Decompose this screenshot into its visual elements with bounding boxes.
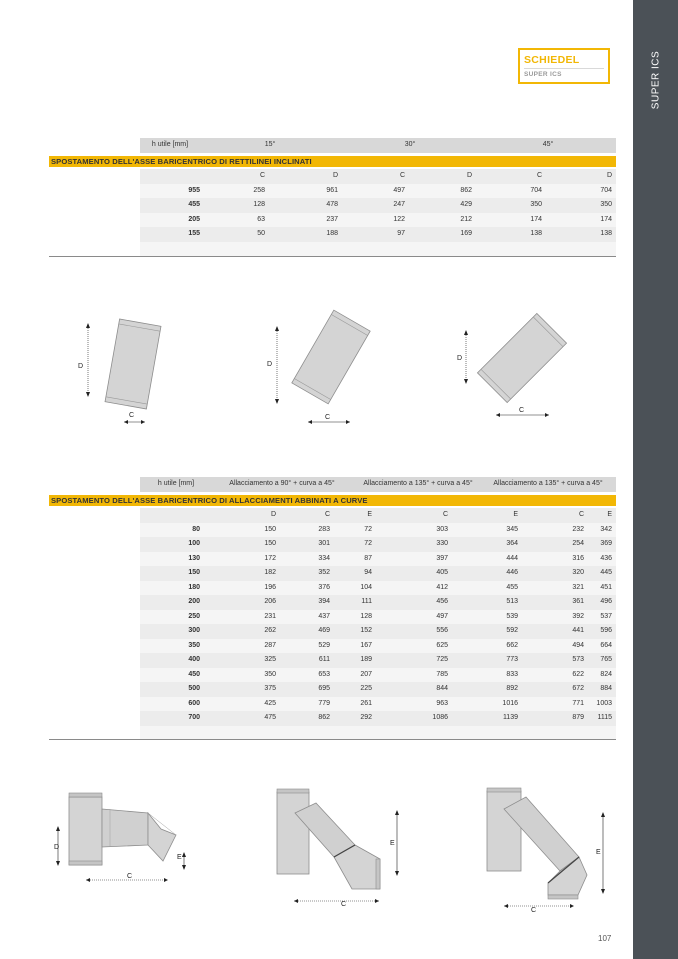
table-cell: 892: [506, 685, 518, 692]
table-cell: 497: [393, 186, 405, 194]
logo-subtitle: SUPER ICS: [524, 71, 562, 78]
table-cell: 622: [572, 670, 584, 678]
table2-col-3: C: [442, 511, 448, 518]
table1-col-headers: [140, 169, 616, 184]
row-key-h-utile: 130: [188, 554, 200, 562]
table-cell: 653: [318, 670, 330, 678]
row-key-h-utile: 350: [188, 641, 200, 649]
table1-header: [140, 138, 616, 153]
table-cell: 475: [264, 714, 276, 721]
table-cell: 150: [264, 525, 276, 533]
table-cell: 364: [506, 540, 518, 547]
table-cell: 469: [318, 627, 330, 634]
row-key-h-utile: 400: [188, 656, 200, 663]
table-cell: 247: [393, 201, 405, 208]
table-cell: 292: [360, 714, 372, 721]
table-cell: 361: [572, 598, 584, 605]
table-row: [140, 610, 616, 625]
table2-header: [140, 477, 616, 492]
table-row: [140, 639, 616, 654]
table2-header-label: h utile [mm]: [157, 480, 195, 487]
table-cell: 174: [530, 215, 542, 223]
table-cell: 771: [572, 699, 584, 707]
diagram3-d-label: D: [457, 355, 463, 362]
table-cell: 513: [506, 598, 518, 605]
page-number: 107: [598, 934, 612, 943]
table-cell: 436: [600, 554, 612, 562]
diagram-junction-135-bend-45-b: [482, 785, 622, 915]
row-key-h-utile: 180: [188, 583, 200, 591]
diagram6-c-label: C: [531, 907, 537, 914]
table-cell: 445: [600, 569, 612, 576]
table-cell: 87: [364, 554, 372, 562]
table2-bottom-rule: [49, 739, 616, 740]
table-cell: 537: [600, 612, 612, 620]
table1-group-15: 15°: [264, 141, 276, 148]
table-cell: 695: [318, 685, 330, 692]
table-cell: 446: [506, 569, 518, 576]
table1-col-2: C: [399, 172, 405, 179]
table1-col-3: D: [466, 172, 472, 179]
table1-group-45: 45°: [542, 141, 554, 148]
table-cell: 785: [436, 670, 448, 678]
table-cell: 664: [600, 641, 612, 649]
sidebar-title: SUPER ICS: [650, 50, 661, 110]
table-cell: 350: [530, 201, 542, 208]
table-cell: 844: [436, 685, 448, 692]
table-cell: 122: [393, 215, 405, 223]
table-cell: 321: [572, 583, 584, 591]
diagram1-c-label: C: [129, 412, 135, 419]
table-row: [140, 184, 616, 199]
table-cell: 1115: [597, 714, 612, 721]
table-junctions-with-bends: [49, 477, 616, 739]
table-row: [140, 523, 616, 538]
diagram3-c-label: C: [519, 407, 525, 414]
table-cell: 189: [360, 656, 372, 663]
table-cell: 394: [318, 598, 330, 605]
table-cell: 662: [506, 641, 518, 649]
table2-col-2: E: [367, 511, 372, 518]
table1-header-label: h utile [mm]: [151, 141, 189, 148]
table-inclined-pipes: [49, 138, 616, 256]
table-cell: 350: [600, 201, 612, 208]
table-cell: 150: [264, 540, 276, 547]
table-cell: 50: [257, 230, 265, 237]
table-cell: 320: [572, 569, 584, 576]
row-key-h-utile: 300: [188, 627, 200, 634]
table-cell: 301: [318, 540, 330, 547]
table2-group-90-45: Allacciamento a 90° + curva a 45°: [229, 480, 335, 487]
table-cell: 397: [436, 554, 448, 562]
table-cell: 425: [264, 699, 276, 707]
table-cell: 862: [318, 714, 330, 721]
table2-col-5: C: [578, 511, 584, 518]
table2-col-4: E: [513, 511, 518, 518]
table-cell: 334: [318, 554, 330, 562]
table-row: [140, 624, 616, 639]
table-cell: 261: [360, 699, 372, 707]
table-cell: 316: [572, 554, 584, 562]
row-key-h-utile: 450: [188, 670, 200, 678]
table-cell: 496: [600, 598, 612, 605]
table-cell: 287: [264, 641, 276, 649]
row-key-h-utile: 205: [188, 215, 200, 223]
table-cell: 611: [318, 656, 330, 663]
diagram-junction-90-bend-45: [48, 785, 218, 890]
table-cell: 350: [264, 670, 276, 678]
table-cell: 237: [326, 215, 338, 223]
table-cell: 412: [436, 583, 448, 591]
diagram1-d-label: D: [78, 363, 84, 370]
row-key-h-utile: 955: [188, 186, 200, 194]
table-cell: 97: [397, 230, 405, 237]
table-row: [140, 537, 616, 552]
diagram-inclined-30: [262, 305, 382, 430]
table-cell: 345: [506, 525, 518, 533]
table-cell: 72: [364, 525, 372, 533]
table-cell: 63: [257, 215, 265, 223]
table1-bottom-rule: [49, 256, 616, 257]
table-cell: 283: [318, 525, 330, 533]
table-cell: 879: [572, 714, 584, 721]
row-key-h-utile: 150: [188, 569, 200, 576]
table-cell: 455: [506, 583, 518, 591]
table1-col-4: C: [536, 172, 542, 179]
row-key-h-utile: 100: [188, 540, 200, 547]
table-cell: 672: [572, 685, 584, 692]
table-cell: 429: [460, 201, 472, 208]
table1-group-30: 30°: [404, 141, 416, 148]
table-cell: 573: [572, 656, 584, 663]
table2-col-6: E: [607, 511, 612, 518]
table-cell: 196: [264, 583, 276, 591]
row-key-h-utile: 700: [188, 714, 200, 721]
diagram-inclined-15: [70, 310, 180, 430]
table-cell: 456: [436, 598, 448, 605]
row-key-h-utile: 80: [192, 525, 200, 533]
table-row: [140, 653, 616, 668]
table-cell: 188: [326, 230, 338, 237]
table-row: [140, 581, 616, 596]
table-row: [140, 595, 616, 610]
table-cell: 405: [436, 569, 448, 576]
table-cell: 1003: [596, 699, 612, 707]
table-cell: 182: [264, 569, 276, 576]
table1-col-5: D: [606, 172, 612, 179]
schiedel-logo: [518, 48, 610, 84]
table-row: [140, 227, 616, 242]
table-cell: 128: [360, 612, 372, 620]
table2-col-1: C: [324, 511, 330, 518]
table-cell: 232: [572, 525, 584, 533]
diagram4-c-label: C: [127, 873, 133, 880]
table-cell: 167: [360, 641, 372, 649]
table-cell: 704: [530, 186, 542, 194]
table2-group-135-45-a: Allacciamento a 135° + curva a 45°: [363, 480, 473, 487]
table2-title: SPOSTAMENTO DELL'ASSE BARICENTRICO DI ALLACCIAMENTI ABBINATI A CURVE: [49, 495, 616, 506]
table-cell: 539: [506, 612, 518, 620]
table-cell: 207: [360, 670, 372, 678]
table-cell: 497: [436, 612, 448, 620]
table-cell: 94: [364, 569, 372, 576]
table-cell: 262: [264, 627, 276, 634]
table-row: [140, 668, 616, 683]
diagram5-e-label: E: [390, 840, 395, 847]
table1-col-0: C: [259, 172, 265, 179]
table-cell: 72: [364, 540, 372, 547]
table-cell: 596: [600, 627, 612, 634]
sidebar-title-wrapper: [633, 40, 678, 120]
table-cell: 444: [506, 554, 518, 562]
table-cell: 556: [436, 627, 448, 634]
table-cell: 325: [264, 656, 276, 663]
table-cell: 833: [506, 670, 518, 678]
table-cell: 1139: [502, 714, 518, 721]
logo-divider: [524, 68, 604, 69]
table-cell: 529: [318, 641, 330, 649]
table-row: [140, 566, 616, 581]
table-cell: 625: [436, 641, 448, 649]
diagram-junction-135-bend-45-a: [268, 785, 413, 910]
row-key-h-utile: 500: [188, 685, 200, 692]
diagram5-c-label: C: [341, 901, 347, 908]
table-cell: 104: [360, 583, 372, 591]
diagram2-c-label: C: [325, 414, 331, 421]
row-key-h-utile: 250: [188, 612, 200, 620]
table-cell: 330: [436, 540, 448, 547]
table-cell: 254: [572, 540, 584, 547]
table-cell: 1086: [432, 714, 448, 721]
table-cell: 225: [360, 685, 372, 692]
diagram4-d-label: D: [54, 844, 60, 851]
table-cell: 174: [600, 215, 612, 223]
table-cell: 212: [460, 215, 472, 223]
table-row: [140, 682, 616, 697]
table-cell: 765: [600, 656, 612, 663]
table-cell: 773: [506, 656, 518, 663]
table-cell: 779: [318, 699, 330, 707]
table-cell: 369: [600, 540, 612, 547]
table-cell: 725: [436, 656, 448, 663]
diagram-inclined-45: [452, 305, 582, 425]
table-cell: 441: [572, 627, 584, 634]
table-cell: 437: [318, 612, 330, 620]
table-cell: 138: [600, 230, 612, 237]
table-cell: 963: [436, 699, 448, 707]
table1-title: SPOSTAMENTO DELL'ASSE BARICENTRICO DI RETTILINEI INCLINATI: [49, 156, 616, 167]
table-cell: 152: [360, 627, 372, 634]
table2-col-headers: [140, 508, 616, 523]
table-cell: 704: [600, 186, 612, 194]
row-key-h-utile: 155: [188, 230, 200, 237]
table-cell: 258: [253, 186, 265, 194]
table-cell: 169: [460, 230, 472, 237]
table-cell: 303: [436, 525, 448, 533]
table-row: [140, 552, 616, 567]
diagram2-d-label: D: [267, 361, 273, 368]
table-cell: 352: [318, 569, 330, 576]
table-cell: 206: [264, 598, 276, 605]
table-cell: 128: [253, 201, 265, 208]
table1-col-1: D: [332, 172, 338, 179]
table-cell: 375: [264, 685, 276, 692]
table-cell: 111: [361, 598, 372, 605]
table-cell: 1016: [502, 699, 518, 707]
table-row-empty: [140, 242, 616, 257]
table2-col-0: D: [270, 511, 276, 518]
table-cell: 494: [572, 641, 584, 649]
table-cell: 884: [600, 685, 612, 692]
table-cell: 478: [326, 201, 338, 208]
table-cell: 824: [600, 670, 612, 678]
table-cell: 342: [600, 525, 612, 533]
row-key-h-utile: 200: [188, 598, 200, 605]
table-row: [140, 711, 616, 726]
table2-group-135-45-b: Allacciamento a 135° + curva a 45°: [493, 480, 603, 487]
sidebar: [633, 0, 678, 959]
table-cell: 231: [264, 612, 276, 620]
row-key-h-utile: 600: [188, 699, 200, 707]
table-cell: 138: [530, 230, 542, 237]
row-key-h-utile: 455: [188, 201, 200, 208]
table-row: [140, 198, 616, 213]
table-cell: 392: [572, 612, 584, 620]
table-row-empty: [140, 726, 616, 741]
table-row: [140, 213, 616, 228]
diagram6-e-label: E: [596, 849, 601, 856]
table-cell: 592: [506, 627, 518, 634]
table-row: [140, 697, 616, 712]
table-cell: 376: [318, 583, 330, 591]
table-cell: 172: [264, 554, 276, 562]
logo-brand: SCHIEDEL: [524, 54, 580, 66]
table-cell: 451: [600, 583, 612, 591]
table-cell: 862: [460, 186, 472, 194]
table-cell: 961: [326, 186, 338, 194]
diagram4-e-label: E: [177, 854, 182, 861]
